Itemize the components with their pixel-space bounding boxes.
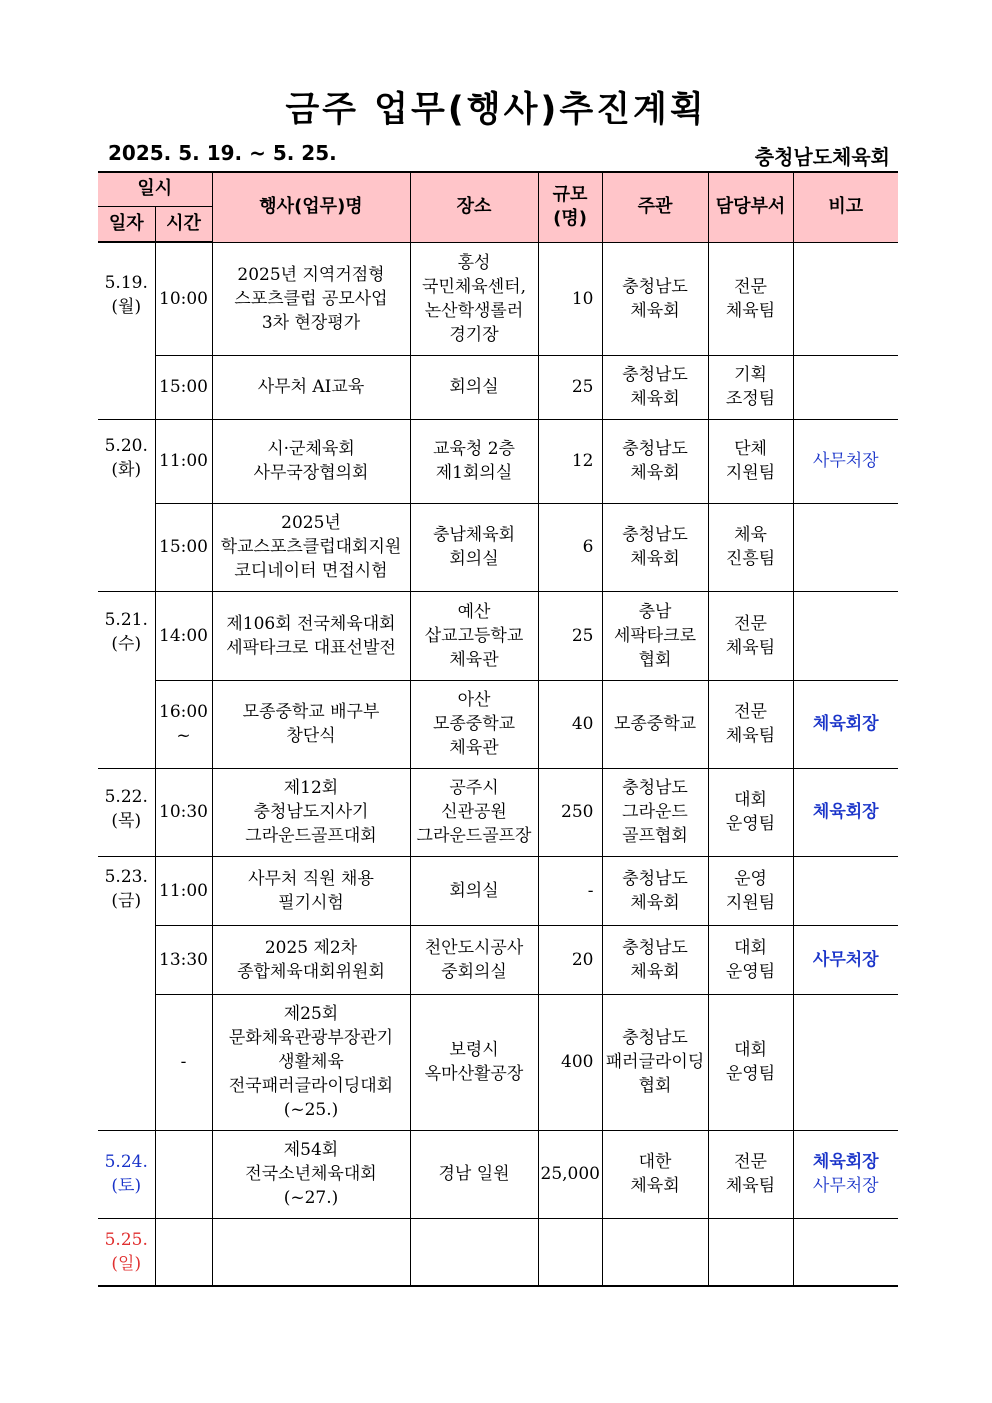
remark-cell	[793, 856, 898, 925]
scale-cell: 20	[538, 925, 602, 994]
event-cell	[212, 1218, 410, 1286]
date-cell: 5.20. (화)	[98, 419, 155, 591]
event-cell: 제106회 전국체육대회 세팍타크로 대표선발전	[212, 591, 410, 680]
dept-cell: 대회 운영팀	[708, 925, 793, 994]
host-cell	[602, 1218, 708, 1286]
host-cell: 충청남도 그라운드 골프협회	[602, 768, 708, 856]
remark-cell	[793, 591, 898, 680]
remark-cell	[793, 242, 898, 355]
host-cell: 충청남도 체육회	[602, 419, 708, 503]
scale-cell: -	[538, 856, 602, 925]
scale-cell: 25	[538, 591, 602, 680]
remark-secretary: 사무처장	[812, 1176, 879, 1196]
event-cell: 제12회 충청남도지사기 그라운드골프대회	[212, 768, 410, 856]
header-date: 일자	[98, 206, 155, 242]
event-cell: 사무처 직원 채용 필기시험	[212, 856, 410, 925]
dept-cell: 전문 체육팀	[708, 591, 793, 680]
scale-cell: 10	[538, 242, 602, 355]
time-cell: 10:00	[155, 242, 212, 355]
period-range: 2025. 5. 19. ~ 5. 25.	[108, 141, 337, 165]
time-cell: 15:00	[155, 503, 212, 591]
time-cell: -	[155, 994, 212, 1130]
remark-cell	[793, 503, 898, 591]
time-cell: 14:00	[155, 591, 212, 680]
time-cell: 13:30	[155, 925, 212, 994]
schedule-table	[98, 171, 898, 1287]
scale-cell: 12	[538, 419, 602, 503]
place-cell: 회의실	[410, 355, 538, 419]
event-cell: 제54회 전국소년체육대회 (~27.)	[212, 1130, 410, 1218]
date-cell: 5.24. (토)	[98, 1130, 155, 1218]
dept-cell: 전문 체육팀	[708, 1130, 793, 1218]
header-event: 행사(업무)명	[212, 172, 410, 242]
dept-cell: 대회 운영팀	[708, 768, 793, 856]
dept-cell: 기획 조정팀	[708, 355, 793, 419]
remark-cell	[793, 1130, 898, 1218]
place-cell: 예산 삽교고등학교 체육관	[410, 591, 538, 680]
date-cell: 5.25. (일)	[98, 1218, 155, 1286]
remark-cell: 체육회장	[793, 680, 898, 768]
dept-cell: 운영 지원팀	[708, 856, 793, 925]
header-time: 시간	[155, 206, 212, 242]
host-cell: 충청남도 체육회	[602, 242, 708, 355]
host-cell: 충청남도 체육회	[602, 925, 708, 994]
time-cell	[155, 1218, 212, 1286]
remark-cell	[793, 1218, 898, 1286]
place-cell: 경남 일원	[410, 1130, 538, 1218]
host-cell: 충청남도 체육회	[602, 355, 708, 419]
remark-cell: 사무처장	[793, 925, 898, 994]
time-cell: 15:00	[155, 355, 212, 419]
host-cell: 대한 체육회	[602, 1130, 708, 1218]
organization-name: 충청남도체육회	[754, 145, 890, 169]
dept-cell: 단체 지원팀	[708, 419, 793, 503]
date-cell: 5.22. (목)	[98, 768, 155, 856]
remark-cell	[793, 994, 898, 1130]
event-cell: 제25회 문화체육관광부장관기 생활체육 전국패러글라이딩대회 (~25.)	[212, 994, 410, 1130]
time-cell: 16:00 ~	[155, 680, 212, 768]
date-cell: 5.19. (월)	[98, 242, 155, 419]
remark-chairman: 체육회장	[812, 1152, 879, 1172]
host-cell: 모종중학교	[602, 680, 708, 768]
host-cell: 충청남도 체육회	[602, 503, 708, 591]
place-cell: 아산 모종중학교 체육관	[410, 680, 538, 768]
header-place: 장소	[410, 172, 538, 242]
date-cell: 5.23. (금)	[98, 856, 155, 1130]
date-cell: 5.21. (수)	[98, 591, 155, 768]
scale-cell: 25	[538, 355, 602, 419]
scale-cell: 40	[538, 680, 602, 768]
host-cell: 충청남도 체육회	[602, 856, 708, 925]
time-cell: 11:00	[155, 419, 212, 503]
event-cell: 2025년 학교스포츠클럽대회지원 코디네이터 면접시험	[212, 503, 410, 591]
place-cell: 공주시 신관공원 그라운드골프장	[410, 768, 538, 856]
place-cell	[410, 1218, 538, 1286]
time-cell: 11:00	[155, 856, 212, 925]
time-cell	[155, 1130, 212, 1218]
place-cell: 교육청 2층 제1회의실	[410, 419, 538, 503]
dept-cell: 체육 진흥팀	[708, 503, 793, 591]
dept-cell	[708, 1218, 793, 1286]
event-cell: 사무처 AI교육	[212, 355, 410, 419]
scale-cell: 250	[538, 768, 602, 856]
remark-cell: 사무처장	[793, 419, 898, 503]
scale-cell: 25,000	[538, 1130, 602, 1218]
event-cell: 시·군체육회 사무국장협의회	[212, 419, 410, 503]
remark-cell	[793, 355, 898, 419]
place-cell: 충남체육회 회의실	[410, 503, 538, 591]
dept-cell: 전문 체육팀	[708, 680, 793, 768]
header-dept: 담당부서	[708, 172, 793, 242]
dept-cell: 대회 운영팀	[708, 994, 793, 1130]
host-cell: 충남 세팍타크로 협회	[602, 591, 708, 680]
scale-cell: 6	[538, 503, 602, 591]
place-cell: 홍성 국민체육센터, 논산학생롤러 경기장	[410, 242, 538, 355]
header-remark: 비고	[793, 172, 898, 242]
place-cell: 천안도시공사 중회의실	[410, 925, 538, 994]
scale-cell	[538, 1218, 602, 1286]
time-cell: 10:30	[155, 768, 212, 856]
header-host: 주관	[602, 172, 708, 242]
header-scale: 규모 (명)	[538, 172, 602, 242]
page-title: 금주 업무(행사)추진계획	[285, 90, 707, 130]
event-cell: 2025년 지역거점형 스포츠클럽 공모사업 3차 현장평가	[212, 242, 410, 355]
event-cell: 2025 제2차 종합체육대회위원회	[212, 925, 410, 994]
remark-cell: 체육회장	[793, 768, 898, 856]
header-datetime: 일시	[98, 172, 212, 206]
scale-cell: 400	[538, 994, 602, 1130]
place-cell: 보령시 옥마산활공장	[410, 994, 538, 1130]
host-cell: 충청남도 패러글라이딩 협회	[602, 994, 708, 1130]
event-cell: 모종중학교 배구부 창단식	[212, 680, 410, 768]
dept-cell: 전문 체육팀	[708, 242, 793, 355]
place-cell: 회의실	[410, 856, 538, 925]
